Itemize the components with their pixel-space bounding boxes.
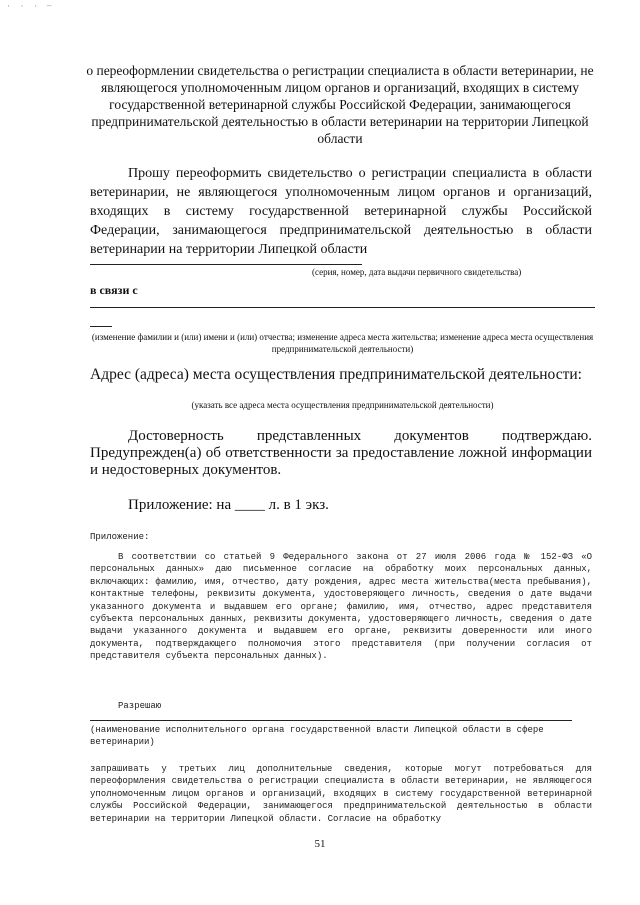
form-title: о переоформлении свидетельства о регистрации специалиста в области ветеринарии, не являющегося уполномоченным лицом органов и организаций, входящих в систему государственной ветеринарной службы Российской Федерации, занимающегося предпринимательской деятельностью в области ветеринарии на территории Липецкой области bbox=[86, 63, 594, 146]
consent-paragraph: В соответствии со статьей 9 Федерального закона от 27 июля 2006 года № 152-ФЗ «О персональных данных» даю письменное согласие на обработку моих персональных данных, включающих: фамилию, имя, отчество, дату рождения, адрес места жительства(места пребывания), контактные телефоны, реквизиты документа, удостоверяющего личность, сведения о дате выдачи указанного документа и выдавшем его органе; фамилию, имя, отчество, адрес представителя субъекта персональных данных, реквизиты документа, удостоверяющего личность, сведения о дате выдачи указанного документа и выдавшем его органе, реквизиты доверенности или иного документа, подтверждающего полномочия этого представителя (при получении согласия от представителя субъекта персональных данных). bbox=[90, 552, 592, 662]
request-paragraph: Прошу переоформить свидетельство о регистрации специалиста в области ветеринарии, не являющегося уполномоченным лицом органов и организаций, входящих в систему государственной ветеринарной службы Российской Федерации, занимающегося предпринимательской деятельностью в области ветеринарии на территории Липецкой области bbox=[90, 166, 592, 257]
obtain-paragraph: запрашивать у третьих лиц дополнительные сведения, которые могут потребоваться для переоформления свидетельства о регистрации специалиста в области ветеринарии, не являющегося уполномоченным лицом органов и организаций, входящих в систему государственной ветеринарной службы Российской Федерации, занимающегося предпринимательской деятельностью в области ветеринарии на территории Липецкой области. Согласие на обработку bbox=[90, 764, 592, 824]
allow-label: Разрешаю bbox=[118, 701, 162, 711]
reason-blank-line-2[interactable] bbox=[90, 326, 112, 327]
series-caption: (серия, номер, дата выдачи первичного свидетельства) bbox=[312, 267, 522, 277]
appendix-line: Приложение: на ____ л. в 1 экз. bbox=[128, 497, 329, 513]
in-connection-label: в связи с bbox=[90, 283, 138, 297]
address-heading: Адрес (адреса) места осуществления предпринимательской деятельности: bbox=[90, 366, 582, 383]
page-number: 51 bbox=[314, 838, 326, 850]
series-blank-line[interactable] bbox=[90, 264, 362, 265]
organ-caption: (наименование исполнительного органа государственной власти Липецкой области в сфере ветеринарии) bbox=[90, 725, 544, 748]
address-caption: (указать все адреса места осуществления предпринимательской деятельности) bbox=[191, 400, 494, 410]
confirmation-paragraph: Достоверность представленных документов подтверждаю. Предупрежден(а) об ответственности за предоставление ложной информации и недостоверных документов. bbox=[90, 428, 592, 478]
change-caption: (изменение фамилии и (или) имени и (или) отчества; изменение адреса места жительства; изменение адреса места осуществления предпринимательской деятельности) bbox=[91, 332, 594, 354]
reason-blank-line-1[interactable] bbox=[90, 307, 595, 308]
organ-blank-line[interactable] bbox=[90, 720, 572, 721]
scan-corner-mark: · · · — bbox=[6, 2, 54, 11]
appendix-label: Приложение: bbox=[90, 532, 150, 542]
